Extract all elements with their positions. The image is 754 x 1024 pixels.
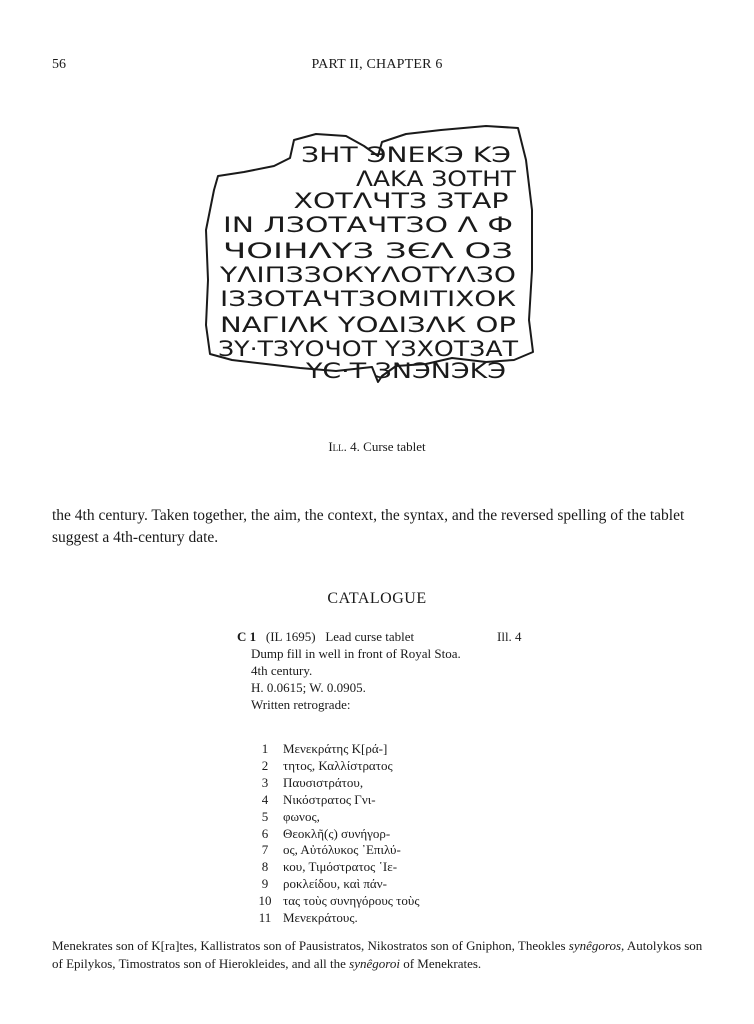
body-paragraph: the 4th century. Taken together, the aim, the context, the syntax, and the reversed spelling of the tablet suggest a 4th-century date. — [52, 507, 685, 546]
line-text: Μενεκράτους. — [283, 910, 358, 926]
tablet-inscription-row: ІЗЗОТАЧТЗОМІТІΧОК — [220, 287, 517, 311]
line-number: 6 — [261, 825, 269, 841]
greek-line — [253, 842, 513, 859]
translation — [52, 937, 712, 973]
translation-term: synêgoroi — [349, 956, 400, 971]
entry-date: 4th century. — [251, 663, 313, 678]
greek-line — [253, 809, 513, 826]
greek-line — [253, 826, 513, 843]
line-number: 3 — [261, 774, 269, 790]
greek-line — [253, 910, 513, 927]
line-text: Νικόστρατος Γνι- — [283, 791, 376, 807]
catalogue-entry — [237, 628, 527, 713]
entry-id: C 1 — [237, 629, 257, 644]
page-number: 56 — [52, 57, 66, 72]
line-number: 11 — [258, 910, 272, 926]
catalogue-heading: CATALOGUE — [327, 590, 427, 607]
entry-header — [237, 628, 527, 645]
line-number: 8 — [261, 859, 269, 875]
running-head: PART II, CHAPTER 6 — [311, 57, 443, 72]
tablet-inscription-row: ЧОІНΛΥЗ ЗЄΛ ОЗ — [223, 239, 513, 263]
greek-line — [253, 758, 513, 775]
line-text: Παυσιστράτου, — [283, 774, 364, 790]
line-number: 10 — [258, 893, 272, 909]
line-number: 7 — [261, 842, 269, 858]
line-text: φωνος, — [283, 808, 320, 824]
greek-line — [253, 741, 513, 758]
translation-part: Menekrates son of K[ra]tes, Kallistratos son of Pausistratos, Nikostratos son of Gniphon, Theokles — [52, 938, 569, 953]
greek-line — [253, 893, 513, 910]
line-text: ροκλείδου, καὶ πάν- — [283, 876, 387, 892]
caption-prefix: Ill. — [328, 439, 347, 454]
entry-note: Written retrograde: — [251, 697, 351, 712]
translation-term: synêgoros, — [568, 938, 625, 953]
greek-line — [253, 792, 513, 809]
greek-line — [253, 876, 513, 893]
line-number: 2 — [261, 757, 269, 773]
tablet-inscription-row: ΛΑΚΑ ЗОТНТ — [356, 167, 517, 191]
figure-caption — [0, 439, 754, 455]
tablet-inscription-row: ХОТΛЧТЗ ЗТАР — [293, 189, 509, 213]
entry-inventory: (IL 1695) — [265, 629, 316, 644]
entry-illustration-ref: Ill. 4 — [497, 629, 522, 644]
greek-text — [253, 741, 513, 927]
translation-part: of Menekrates. — [399, 956, 482, 971]
line-text: τας τοὺς συνηγόρους τοὺς — [283, 893, 420, 909]
tablet-inscription-row: ІN ЛЗОТАЧТЗО Λ Ф — [223, 213, 513, 237]
line-number: 1 — [261, 741, 269, 756]
entry-dimensions: H. 0.0615; W. 0.0905. — [251, 680, 366, 695]
translation-part: Autolykos son of Epilykos, Timostratos son of Hierokleides, and all the — [52, 938, 703, 971]
line-number: 5 — [261, 808, 269, 824]
greek-line — [253, 859, 513, 876]
tablet-inscription-row: ΥΛΙΠЗЗОКΥΛОТΥΛЗО — [218, 263, 516, 287]
line-text: κου, Τιμόστρατος ῾Ιε- — [283, 859, 398, 875]
entry-findspot: Dump fill in well in front of Royal Stoa. — [251, 646, 461, 661]
greek-line — [253, 775, 513, 792]
line-text: Μενεκράτης Κ[ρά-] — [283, 741, 388, 756]
tablet-inscription-row: ЗНТ ЭNEKЭ KЭ — [301, 143, 511, 167]
line-text: τητος, Καλλίστρατος — [283, 757, 393, 773]
caption-text: 4. Curse tablet — [346, 439, 426, 454]
tablet-inscription-row: ΥС·Т ЗNЭNЭKЭ — [304, 359, 506, 383]
line-text: ος, Αὐτόλυκος ᾿Επιλύ- — [283, 842, 401, 858]
line-number: 9 — [261, 876, 269, 892]
curse-tablet-illustration — [196, 120, 546, 390]
tablet-inscription-row: NAГІΛК ΥОΔІЗΛК ОР — [220, 313, 516, 337]
tablet-inscription-row: ЗΥ·ТЗΥОЧОТ ΥЗΧОТЗАТ — [218, 337, 519, 361]
line-text: Θεοκλῆ(ς) συνήγορ- — [283, 825, 391, 841]
line-number: 4 — [261, 791, 269, 807]
entry-title: Lead curse tablet — [325, 629, 415, 644]
